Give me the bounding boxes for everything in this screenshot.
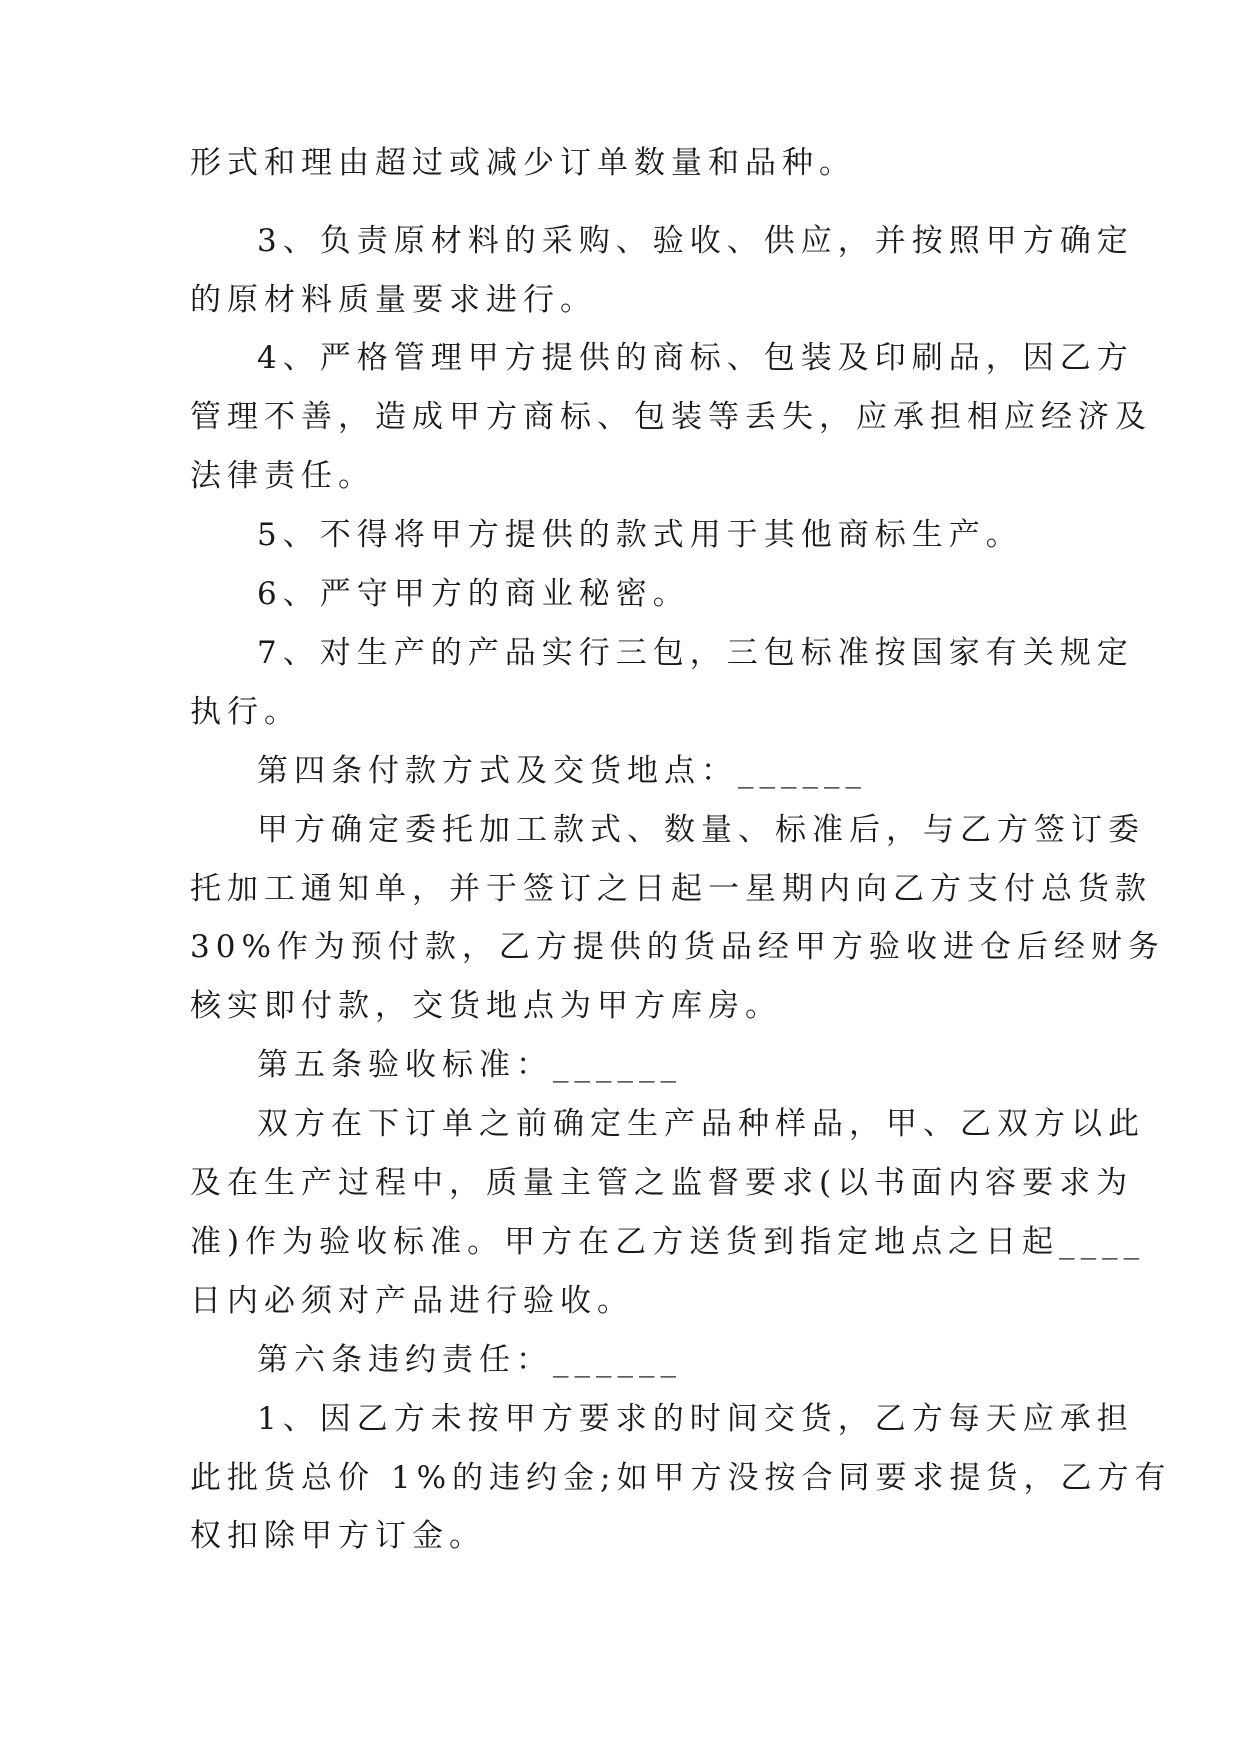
line-11: 第四条付款方式及交货地点：______ bbox=[257, 753, 867, 789]
line-16: 第五条验收标准：______ bbox=[257, 1047, 682, 1083]
line-20: 日内必须对产品进行验收。 bbox=[190, 1283, 634, 1319]
line-7: 5、不得将甲方提供的款式用于其他商标生产。 bbox=[257, 517, 1023, 553]
line-22: 1、因乙方未按甲方要求的时间交货，乙方每天应承担 bbox=[257, 1401, 1134, 1437]
line-2: 3、负责原材料的采购、验收、供应，并按照甲方确定 bbox=[257, 223, 1134, 259]
line-24: 权扣除甲方订金。 bbox=[190, 1518, 486, 1554]
line-14: 30%作为预付款，乙方提供的货品经甲方验收进仓后经财务 bbox=[190, 929, 1165, 965]
line-18: 及在生产过程中，质量主管之监督要求(以书面内容要求为 bbox=[190, 1165, 1134, 1201]
line-6: 法律责任。 bbox=[190, 458, 375, 494]
line-8: 6、严守甲方的商业秘密。 bbox=[257, 576, 690, 612]
line-1: 形式和理由超过或减少订单数量和品种。 bbox=[190, 145, 856, 181]
line-13: 托加工通知单，并于签订之日起一星期内向乙方支付总货款 bbox=[190, 871, 1152, 907]
line-23: 此批货总价 1%的违约金;如甲方没按合同要求提货，乙方有 bbox=[190, 1460, 1172, 1496]
line-17: 双方在下订单之前确定生产品种样品，甲、乙双方以此 bbox=[257, 1106, 1145, 1142]
line-4: 4、严格管理甲方提供的商标、包装及印刷品，因乙方 bbox=[257, 340, 1134, 376]
line-19: 准)作为验收标准。甲方在乙方送货到指定地点之日起____ bbox=[190, 1224, 1146, 1260]
line-9: 7、对生产的产品实行三包，三包标准按国家有关规定 bbox=[257, 635, 1134, 671]
line-21: 第六条违约责任：______ bbox=[257, 1342, 682, 1378]
line-12: 甲方确定委托加工款式、数量、标准后，与乙方签订委 bbox=[257, 812, 1145, 848]
line-5: 管理不善，造成甲方商标、包装等丢失，应承担相应经济及 bbox=[190, 399, 1152, 435]
line-3: 的原材料质量要求进行。 bbox=[190, 282, 597, 318]
line-10: 执行。 bbox=[190, 694, 301, 730]
line-15: 核实即付款，交货地点为甲方库房。 bbox=[190, 988, 782, 1024]
